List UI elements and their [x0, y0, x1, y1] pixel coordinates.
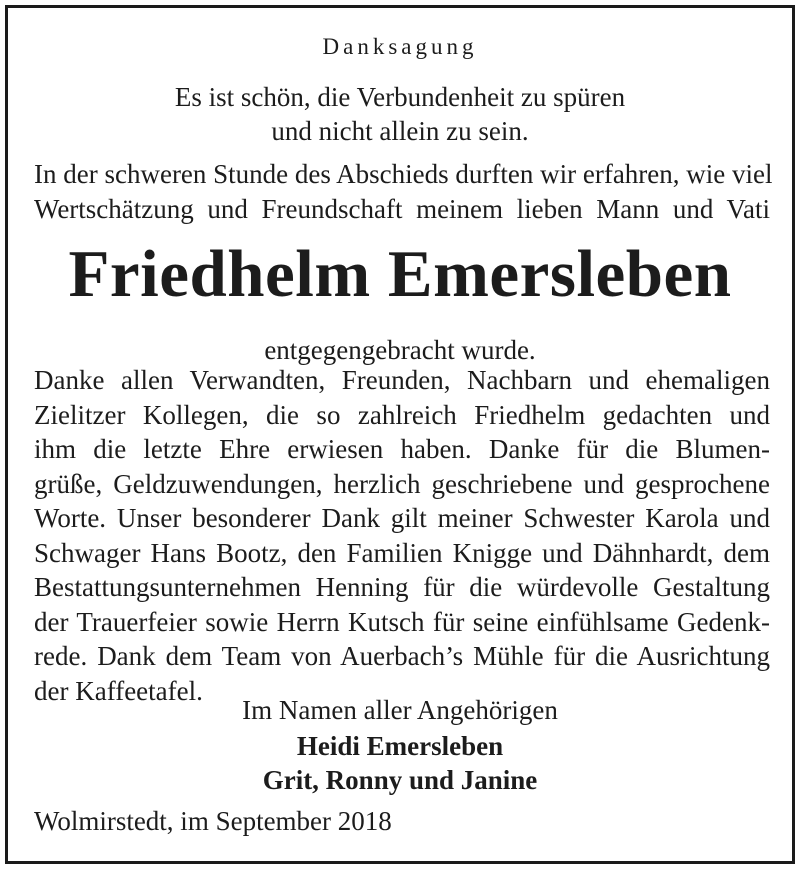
signature-names: Grit, Ronny und Janine [262, 765, 538, 795]
thanks-line: Worte. Unser besonderer Dank gilt meiner Schwester Karola und [34, 503, 770, 533]
thanks-line: rede. Dank dem Team von Auerbach’s Mühle für die Ausrichtung [34, 641, 770, 671]
thanks-line: Schwager Hans Bootz, den Familien Knigge und Dähnhardt, dem [34, 537, 770, 568]
quote-line-1: Es ist schön, die Verbundenheit zu spüren [174, 82, 626, 112]
thanks-line: Zielitzer Kollegen, die so zahlreich Friedhelm gedachten und [34, 399, 770, 430]
signature-intro: Im Namen aller Angehörigen [242, 695, 558, 725]
obituary-thank-you-notice [5, 5, 795, 864]
after-name-line: entgegengebracht wurde. [264, 335, 536, 365]
thanks-line: Danke allen Verwandten, Freunden, Nachbarn und ehemaligen [34, 365, 770, 395]
thanks-paragraph [34, 363, 770, 708]
deceased-name: Friedhelm Emersleben [68, 237, 732, 311]
thanks-line: ihm die letzte Ehre erwiesen haben. Danke für die Blumen- [34, 434, 770, 464]
notice-heading: Danksagung [322, 34, 478, 59]
thanks-line: grüße, Geldzuwendungen, herzlich geschriebene und gesprochene [34, 468, 770, 499]
quote-line-2: und nicht allein zu sein. [271, 116, 529, 146]
thanks-line: der Trauerfeier sowie Herrn Kutsch für seine einfühlsame Gedenk- [34, 606, 770, 637]
thanks-line: Bestattungsunternehmen Henning für die würdevolle Gestaltung [34, 572, 770, 602]
signature-name: Heidi Emersleben [296, 731, 504, 761]
intro-line: In der schweren Stunde des Abschieds durften wir erfahren, wie viel [34, 159, 773, 189]
thanks-line: der Kaffeetafel. [34, 675, 203, 706]
intro-line: Wertschätzung und Freundschaft meinem lieben Mann und Vati [34, 193, 770, 224]
place-and-date: Wolmirstedt, im September 2018 [34, 806, 392, 836]
intro-paragraph [34, 157, 773, 226]
